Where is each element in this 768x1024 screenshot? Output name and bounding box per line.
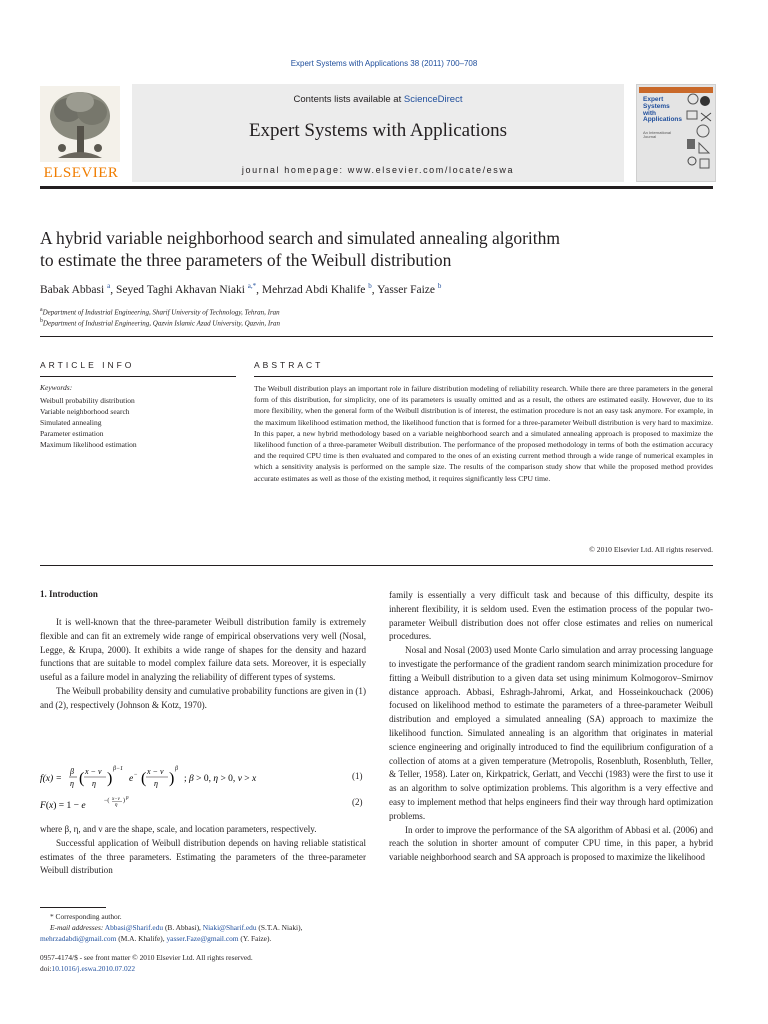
svg-text:−(: −( [104, 798, 110, 804]
email-label: E-mail addresses: [50, 923, 104, 932]
journal-reference-link[interactable]: Expert Systems with Applications 38 (2011) 700–708 [290, 59, 478, 68]
keyword: Weibull probability distribution [40, 396, 135, 405]
body-paragraph: Successful application of Weibull distribution depends on having reliable statistical estimates of the three parameters. Estimating the parameters of the three-parameter Weibull distribution [40, 837, 366, 876]
email-link[interactable]: yasser.Faze@gmail.com [166, 934, 239, 943]
article-info-heading: ARTICLE INFO [40, 360, 135, 370]
affiliation-mark: b [40, 318, 43, 324]
abstract-divider [254, 376, 713, 377]
equation-1-pdf [40, 762, 366, 792]
body-paragraph: where β, η, and ν are the shape, scale, and location parameters, respectively. [40, 824, 317, 834]
keyword: Parameter estimation [40, 429, 104, 438]
svg-text:x−ν: x−ν [112, 797, 120, 802]
author-name: Seyed Taghi Akhavan Niaki [115, 283, 245, 296]
cover-artwork [683, 91, 713, 175]
email-addresses [40, 922, 366, 933]
title-line-2: to estimate the three parameters of the Weibull distribution [40, 250, 452, 270]
equation-1-number: (1) [352, 771, 363, 781]
doi-prefix: doi: [40, 964, 52, 973]
body-paragraph: The Weibull probability density and cumulative probability functions are given in (1) and (2), respectively (Johnson & Kotz, 1970). [40, 685, 366, 710]
svg-text:): ) [169, 770, 175, 787]
svg-text:η: η [154, 779, 158, 788]
svg-text:η: η [92, 779, 96, 788]
svg-text:x − ν: x − ν [85, 767, 102, 776]
email-owner: (S.T.A. Niaki), [258, 923, 303, 932]
svg-text:F(x) = 1 − e: F(x) = 1 − e [40, 801, 86, 811]
body-paragraph: It is well-known that the three-parameter Weibull distribution family is extremely flexible and can fit an extremely wide range of empirical observations very well (Nosal, Legge, & Krupa, 2000). It exhibits a wide range of shapes for the density and hazard functions that are suitable to model complex failure data sets. Moreover, it is especially useful as a failure model in analyzing the reliability of different types of systems. [40, 617, 366, 683]
article-info-divider [40, 376, 236, 377]
journal-homepage[interactable]: journal homepage: www.elsevier.com/locate/eswa [241, 165, 515, 175]
email-link[interactable]: mehrzadabdi@gmail.com [40, 934, 117, 943]
cover-subtitle: An International Journal [643, 130, 672, 140]
author-affiliation-mark[interactable]: a,* [247, 282, 257, 290]
journal-cover-thumbnail[interactable] [636, 84, 716, 182]
sciencedirect-link[interactable]: ScienceDirect [403, 94, 463, 105]
svg-text:β: β [70, 767, 74, 776]
author-affiliation-mark[interactable]: b [368, 282, 372, 290]
svg-text:(: ( [79, 770, 85, 787]
svg-text:): ) [107, 770, 113, 787]
doi-line [40, 963, 366, 974]
svg-text:e: e [129, 774, 134, 784]
affiliation-mark: a [40, 307, 43, 313]
abstract-bottom-divider [40, 565, 713, 566]
author-list: Babak Abbasi $^a$, Seyed Taghi Akhavan Niaki $^{a,*}$, Mehrzad Abdi Khalife $^b$, Yasser Faize $^b$ [40, 282, 442, 296]
author-name: Babak Abbasi [40, 283, 105, 296]
affiliation-divider [40, 336, 713, 337]
author-affiliation-mark[interactable]: b [437, 282, 442, 290]
email-link[interactable]: Niaki@Sharif.edu [202, 923, 257, 932]
email-owner: (B. Abbasi), [164, 923, 201, 932]
footnote-divider [40, 907, 106, 908]
svg-text:η: η [115, 803, 118, 808]
contents-prefix: Contents lists available at [293, 94, 404, 105]
doi-link[interactable]: 10.1016/j.eswa.2010.07.022 [51, 964, 136, 973]
email-owner: (Y. Faize). [240, 934, 272, 943]
publisher-logo-text: ELSEVIER [43, 165, 119, 181]
section-heading-introduction: 1. Introduction [40, 589, 98, 599]
journal-name: Expert Systems with Applications [248, 120, 508, 141]
svg-text:; β > 0, η > 0, ν > x: ; β > 0, η > 0, ν > x [184, 774, 257, 784]
body-paragraph: Nosal and Nosal (2003) used Monte Carlo simulation and array processing language to investigate the performance of the gradient random search minimization procedure for fitting a Weibull distribution to a given data set using minimum Kolmogorov–Smirnov distance approach. Abbasi, Eshragh-Jahromi, Arkat, and Hosseinkouchack (2006) focused on likelihood method to estimate the parameters of a three-parameter Weibull distribution and employed a simulated annealing (SA) approach to maximize the likelihood function. Simulated annealing is an algorithm that originates in material science engineering and originally introduced to find the equilibrium configuration of a collection of atoms at a given temperature (Metropolis, Rosenbluth, Rosenbluth, Teller, & Teller, 1958). Later on, Kirkpatrick, Gerlatt, and Vecchi (1983) were the first to use it as an algorithm to solve optimization problems. This algorithm is a very effective and easy to implement method that helps engineers find their way through hard optimization problems. [389, 645, 713, 821]
author-name: Mehrzad Abdi Khalife [261, 283, 366, 296]
equation-2-number: (2) [352, 797, 363, 807]
keywords-label: Keywords: [40, 383, 73, 392]
cover-title: Expert Systems with Applications [643, 96, 683, 124]
svg-text:η: η [70, 779, 74, 788]
abstract-heading: ABSTRACT [254, 360, 324, 370]
footnotes [40, 911, 366, 944]
body-paragraph: family is essentially a very difficult task and because of this difficulty, despite its inherent flexibility, it is seldom used. Even the estimation process of the popular two-parameter Weibull distribution does not offer close estimates and relies on numerical procedures. [389, 590, 713, 642]
svg-text:−: − [134, 772, 138, 778]
author-name: Yasser Faize [377, 283, 435, 296]
left-column-upper [40, 616, 366, 713]
affiliation-text: Department of Industrial Engineering, Sharif University of Technology, Tehran, Iran [42, 308, 280, 317]
contents-availability-line [132, 94, 624, 105]
affiliation-b [40, 318, 720, 327]
right-column [389, 589, 713, 865]
header-divider [40, 186, 713, 189]
keyword: Variable neighborhood search [40, 407, 130, 416]
front-matter-info [40, 952, 366, 974]
keyword: Simulated annealing [40, 418, 102, 427]
email-owner: (M.A. Khalife), [118, 934, 165, 943]
equation-2-cdf [40, 796, 366, 812]
corresponding-author-note: * Corresponding author. [50, 912, 122, 921]
abstract-body: The Weibull distribution plays an important role in failure distribution modeling of reliability research. While there are three parameters in the general form of this distribution, for simplicity, one of its parameters is usually omitted and as a result, the others are estimated easily. However, due to its more flexibility, when the general form of the Weibull distribution is of interest, the estimation procedure is not an easy task anymore. For example, in the maximum likelihood estimation method, the likelihood function that is formed for a three-parameter Weibull distribution is very hard to maximize. In this paper, a new hybrid methodology based on a variable neighborhood search and a simulated annealing approach is proposed to maximize the likelihood function of a three-parameter Weibull distribution. The performance of the proposed methodology in terms of both the estimation accuracy and the required CPU time is then evaluated and compared to the ones of an existing current method through a wide range of numerical examples in which a sensitivity analysis is performed on the sample size. The results of the comparison study show that while the proposed method provides accurate estimates as well as those of the existing method, it requires significantly less CPU time. [254, 384, 713, 483]
left-column-lower [40, 823, 366, 878]
keyword: Maximum likelihood estimation [40, 440, 137, 449]
svg-text:β−1: β−1 [113, 766, 124, 772]
email-link[interactable]: Abbasi@Sharif.edu [104, 923, 164, 932]
keywords-list [40, 395, 236, 450]
author-affiliation-mark[interactable]: a [107, 282, 111, 290]
affiliation-a [40, 307, 720, 316]
svg-text:x − ν: x − ν [147, 767, 164, 776]
paper-title [40, 227, 720, 271]
abstract-copyright: © 2010 Elsevier Ltd. All rights reserved. [589, 545, 713, 554]
email-addresses-cont [40, 933, 366, 944]
body-paragraph: In order to improve the performance of the SA algorithm of Abbasi et al. (2006) and reach the solution in shorter amount of computer CPU time, in this paper, a hybrid variable neighborhood search and SA approach is proposed to maximize the likelihood [389, 824, 713, 863]
title-line-1: A hybrid variable neighborhood search and simulated annealing algorithm [40, 228, 560, 248]
svg-text:f(x) =: f(x) = [40, 774, 62, 784]
issn-line: 0957-4174/$ - see front matter © 2010 Elsevier Ltd. All rights reserved. [40, 953, 253, 962]
svg-text:): ) [123, 798, 125, 804]
svg-text:β: β [175, 766, 178, 772]
svg-text:β: β [126, 796, 129, 801]
affiliation-text: Department of Industrial Engineering, Qazvin Islamic Azad University, Qazvin, Iran [42, 319, 280, 328]
svg-text:(: ( [141, 770, 147, 787]
